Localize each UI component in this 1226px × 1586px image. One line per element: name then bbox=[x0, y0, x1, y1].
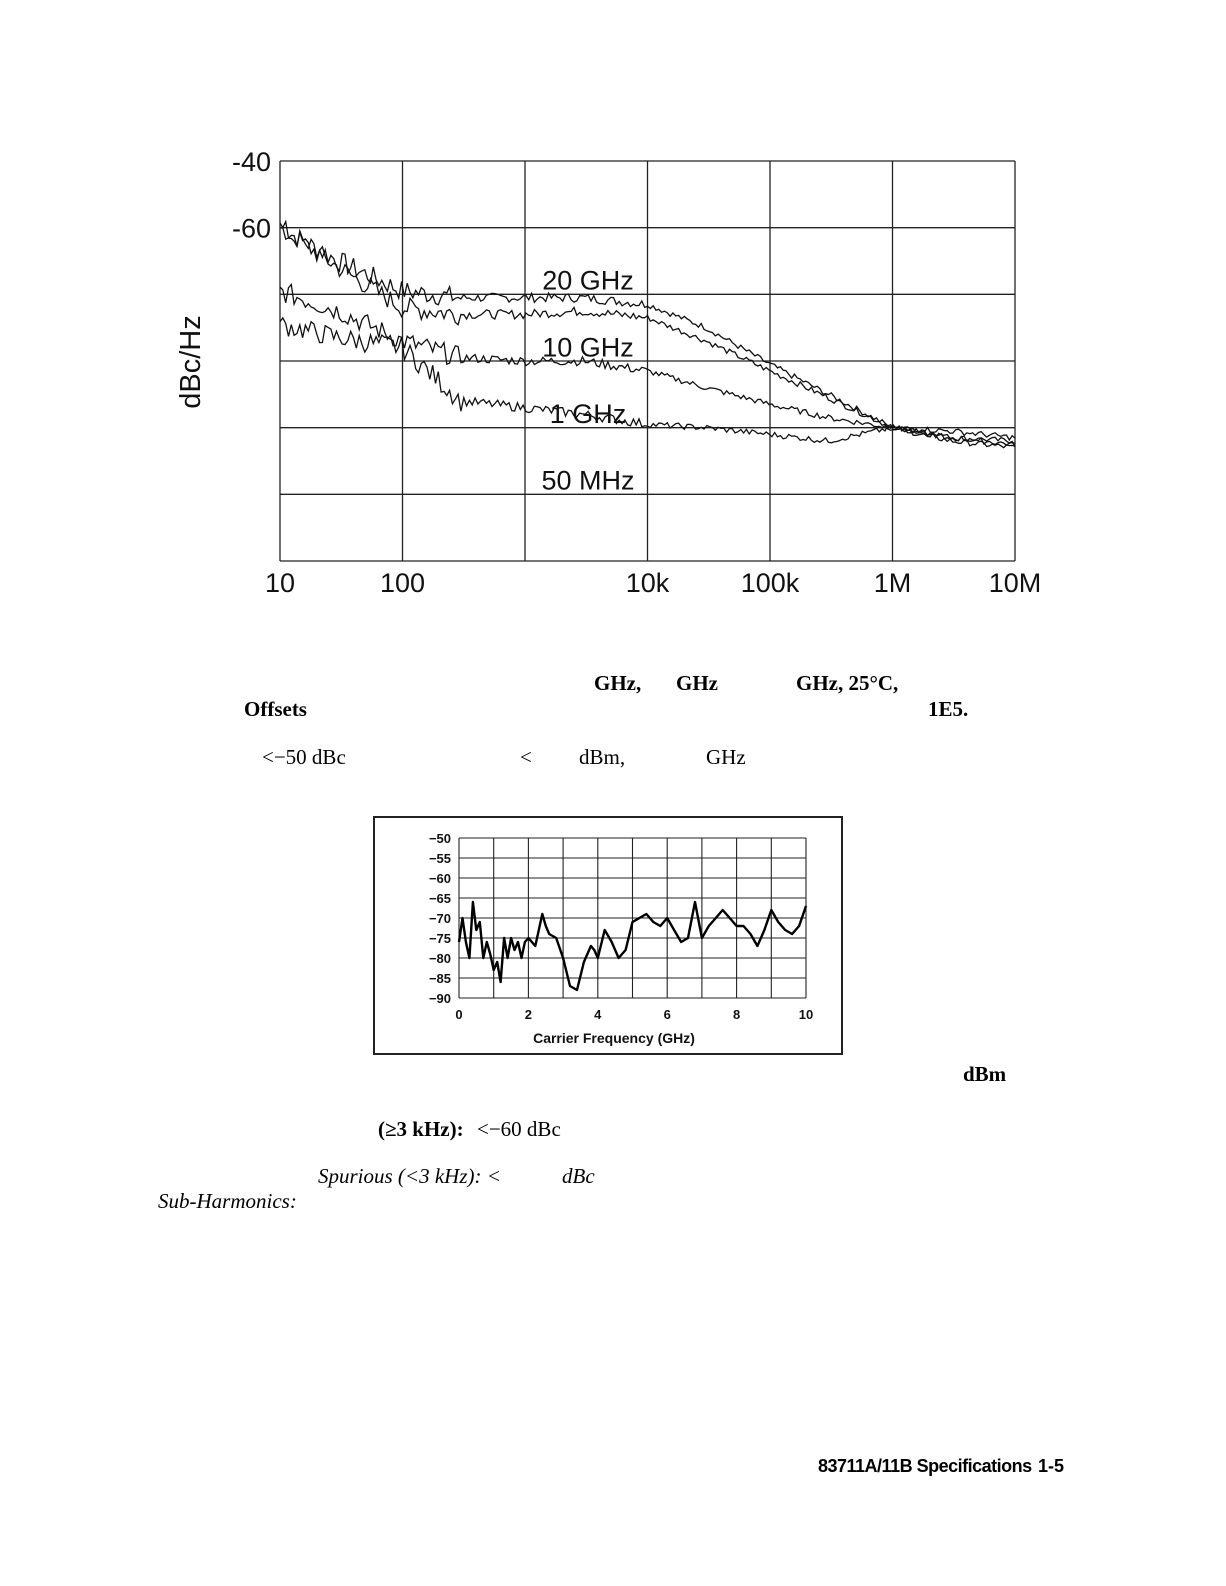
phase-noise-y-tick-labels bbox=[232, 147, 271, 244]
text-offsets: Offsets bbox=[244, 697, 307, 721]
text-ghz-temp: GHz, 25°C, bbox=[796, 671, 899, 695]
harmonic-y-tick: −80 bbox=[428, 951, 451, 966]
phase-noise-chart bbox=[0, 0, 1226, 620]
text-dbm-bold: dBm bbox=[963, 1062, 1007, 1086]
phase-noise-x-tick: 10k bbox=[625, 568, 670, 598]
text-dbc: dBc bbox=[562, 1164, 595, 1188]
text-1e5: 1E5. bbox=[928, 697, 969, 721]
phase-noise-x-tick: 100 bbox=[379, 568, 426, 598]
phase-noise-label: 50 MHz bbox=[541, 465, 635, 496]
text-ghz-2: GHz bbox=[676, 671, 718, 695]
phase-noise-y-axis-label: dBc/Hz bbox=[175, 315, 207, 409]
text-less-than: < bbox=[520, 745, 532, 769]
text-spurious-label: Spurious (<3 kHz): < bbox=[318, 1164, 501, 1188]
harmonic-x-tick-labels bbox=[455, 1007, 813, 1022]
phase-noise-label: 20 GHz bbox=[542, 265, 634, 296]
text-dbm: dBm, bbox=[579, 745, 626, 769]
phase-noise-grid bbox=[280, 161, 1015, 561]
phase-noise-label: 1 GHz bbox=[549, 399, 627, 429]
phase-noise-x-tick: 100k bbox=[740, 568, 800, 598]
phase-noise-x-tick: 10M bbox=[988, 568, 1042, 598]
footer-title: 83711A/11B Specifications bbox=[818, 1456, 1032, 1476]
harmonic-y-tick: −75 bbox=[428, 931, 451, 946]
text-sub-harmonics: Sub-Harmonics: bbox=[158, 1189, 297, 1213]
phase-noise-x-tick: 10 bbox=[264, 568, 296, 598]
harmonic-y-tick: −55 bbox=[428, 851, 451, 866]
text-3khz: (≥3 kHz): bbox=[378, 1117, 464, 1141]
harmonic-y-tick: −65 bbox=[428, 891, 451, 906]
phase-noise-series-labels bbox=[541, 266, 634, 496]
harmonic-x-axis-label: Carrier Frequency (GHz) bbox=[533, 1030, 695, 1046]
harmonic-x-tick: 6 bbox=[663, 1007, 671, 1022]
text-spur-limit: <−60 dBc bbox=[477, 1117, 561, 1141]
harmonic-x-tick: 0 bbox=[455, 1007, 463, 1022]
harmonic-y-tick: −70 bbox=[428, 911, 451, 926]
harmonic-x-tick: 10 bbox=[798, 1007, 814, 1022]
harmonic-x-tick: 4 bbox=[594, 1007, 602, 1022]
harmonic-y-tick: −50 bbox=[428, 831, 451, 846]
phase-noise-x-tick-labels bbox=[265, 568, 1041, 598]
text-harmonics-limit: <−50 dBc bbox=[262, 745, 346, 769]
harmonic-y-tick: −90 bbox=[428, 991, 451, 1006]
harmonic-y-tick-labels bbox=[429, 831, 451, 1006]
phase-noise-y-tick: -60 bbox=[231, 213, 271, 244]
harmonic-chart bbox=[373, 816, 843, 1055]
phase-noise-label: 10 GHz bbox=[542, 332, 634, 363]
text-ghz-3: GHz bbox=[706, 745, 746, 769]
harmonic-x-tick: 8 bbox=[732, 1007, 741, 1022]
page-number: 1-5 bbox=[1038, 1456, 1065, 1476]
harmonic-y-tick: −85 bbox=[428, 971, 451, 986]
harmonic-y-tick: −60 bbox=[428, 871, 451, 886]
text-ghz-1: GHz, bbox=[594, 671, 642, 695]
harmonic-grid bbox=[459, 838, 806, 998]
harmonic-x-tick: 2 bbox=[524, 1007, 533, 1022]
phase-noise-y-tick: -40 bbox=[231, 147, 271, 177]
phase-noise-x-tick: 1M bbox=[873, 568, 912, 598]
